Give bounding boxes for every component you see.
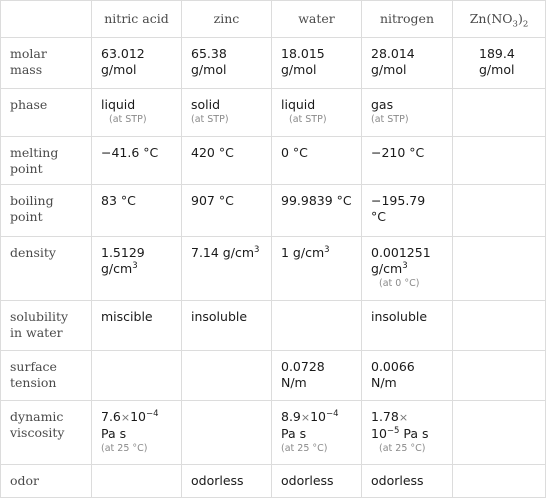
row-dynamic-viscosity	[1, 401, 546, 465]
cell-boiling-point-water: 99.9839 °C	[272, 185, 362, 237]
cell-viscosity-water: $8.9\times 10^{-4}$ Pa s (at 25 °C)	[272, 401, 362, 465]
cell-density-nitrogen: 0.001251 $g/cm^3$ (at 0 °C)	[362, 237, 453, 301]
cell-solubility-water	[272, 301, 362, 351]
column-header-nitrogen: nitrogen	[362, 1, 453, 38]
cell-boiling-point-zinc-nitrate	[453, 185, 546, 237]
cell-viscosity-nitric-acid: $7.6\times 10^{-4}$ Pa s (at 25 °C)	[92, 401, 182, 465]
row-label-solubility: solubility in water	[1, 301, 92, 351]
cell-molar-mass-nitrogen: 28.014 g/mol	[362, 38, 453, 89]
cell-odor-nitric-acid	[92, 465, 182, 498]
phase-value: solid	[191, 97, 221, 112]
cell-melting-point-zinc-nitrate	[453, 137, 546, 185]
row-odor	[1, 465, 546, 498]
cell-phase-water	[272, 89, 362, 137]
cell-density-zinc-nitrate	[453, 237, 546, 301]
cell-surface-tension-nitric-acid	[92, 351, 182, 401]
cell-molar-mass-zinc-nitrate: 189.4 g/mol	[453, 38, 546, 89]
cell-solubility-nitric-acid: miscible	[92, 301, 182, 351]
phase-note: (at STP)	[371, 114, 409, 125]
cell-molar-mass-nitric-acid: 63.012 g/mol	[92, 38, 182, 89]
phase-note: (at STP)	[289, 114, 327, 125]
column-header-zinc-nitrate: $Zn(NO_3)_2$	[453, 1, 546, 38]
phase-value: gas	[371, 97, 394, 112]
corner-cell	[1, 1, 92, 38]
cell-phase-nitrogen	[362, 89, 453, 137]
column-header-zinc: zinc	[182, 1, 272, 38]
row-label-molar-mass: molar mass	[1, 38, 92, 89]
cell-melting-point-zinc: 420 °C	[182, 137, 272, 185]
cell-melting-point-nitric-acid: −41.6 °C	[92, 137, 182, 185]
cell-viscosity-zinc-nitrate	[453, 401, 546, 465]
viscosity-note: (at 25 °C)	[101, 443, 148, 454]
row-label-dynamic-viscosity: dynamic viscosity	[1, 401, 92, 465]
density-note: (at 0 °C)	[379, 278, 420, 289]
cell-density-nitric-acid: 1.5129 $g/cm^3$	[92, 237, 182, 301]
row-surface-tension	[1, 351, 546, 401]
row-label-melting-point: melting point	[1, 137, 92, 185]
viscosity-note: (at 25 °C)	[281, 443, 328, 454]
cell-boiling-point-nitrogen: −195.79 °C	[362, 185, 453, 237]
cell-melting-point-nitrogen: −210 °C	[362, 137, 453, 185]
row-boiling-point	[1, 185, 546, 237]
cell-odor-zinc-nitrate	[453, 465, 546, 498]
cell-surface-tension-zinc	[182, 351, 272, 401]
cell-boiling-point-zinc: 907 °C	[182, 185, 272, 237]
row-label-boiling-point: boiling point	[1, 185, 92, 237]
cell-phase-zinc	[182, 89, 272, 137]
row-density	[1, 237, 546, 301]
cell-surface-tension-water: 0.0728 N/m	[272, 351, 362, 401]
cell-density-zinc: 7.14 $g/cm^3$	[182, 237, 272, 301]
row-melting-point	[1, 137, 546, 185]
cell-melting-point-water: 0 °C	[272, 137, 362, 185]
row-label-density: density	[1, 237, 92, 301]
column-header-water: water	[272, 1, 362, 38]
row-label-surface-tension: surface tension	[1, 351, 92, 401]
row-label-odor: odor	[1, 465, 92, 498]
row-phase	[1, 89, 546, 137]
phase-note: (at STP)	[191, 114, 229, 125]
row-molar-mass	[1, 38, 546, 89]
cell-odor-nitrogen: odorless	[362, 465, 453, 498]
phase-note: (at STP)	[109, 114, 147, 125]
phase-value: liquid	[101, 97, 136, 112]
cell-solubility-nitrogen: insoluble	[362, 301, 453, 351]
row-solubility	[1, 301, 546, 351]
cell-viscosity-nitrogen: 1.78× $10^{-5}$ Pa s (at 25 °C)	[362, 401, 453, 465]
header-row	[1, 1, 546, 38]
cell-phase-nitric-acid	[92, 89, 182, 137]
cell-boiling-point-nitric-acid: 83 °C	[92, 185, 182, 237]
cell-odor-water: odorless	[272, 465, 362, 498]
viscosity-note: (at 25 °C)	[379, 443, 426, 454]
cell-odor-zinc: odorless	[182, 465, 272, 498]
cell-density-water: 1 $g/cm^3$	[272, 237, 362, 301]
cell-solubility-zinc: insoluble	[182, 301, 272, 351]
row-label-phase: phase	[1, 89, 92, 137]
phase-value: liquid	[281, 97, 316, 112]
cell-molar-mass-water: 18.015 g/mol	[272, 38, 362, 89]
cell-viscosity-zinc	[182, 401, 272, 465]
cell-surface-tension-nitrogen: 0.0066 N/m	[362, 351, 453, 401]
cell-phase-zinc-nitrate	[453, 89, 546, 137]
cell-surface-tension-zinc-nitrate	[453, 351, 546, 401]
cell-molar-mass-zinc: 65.38 g/mol	[182, 38, 272, 89]
column-header-nitric-acid: nitric acid	[92, 1, 182, 38]
cell-solubility-zinc-nitrate	[453, 301, 546, 351]
